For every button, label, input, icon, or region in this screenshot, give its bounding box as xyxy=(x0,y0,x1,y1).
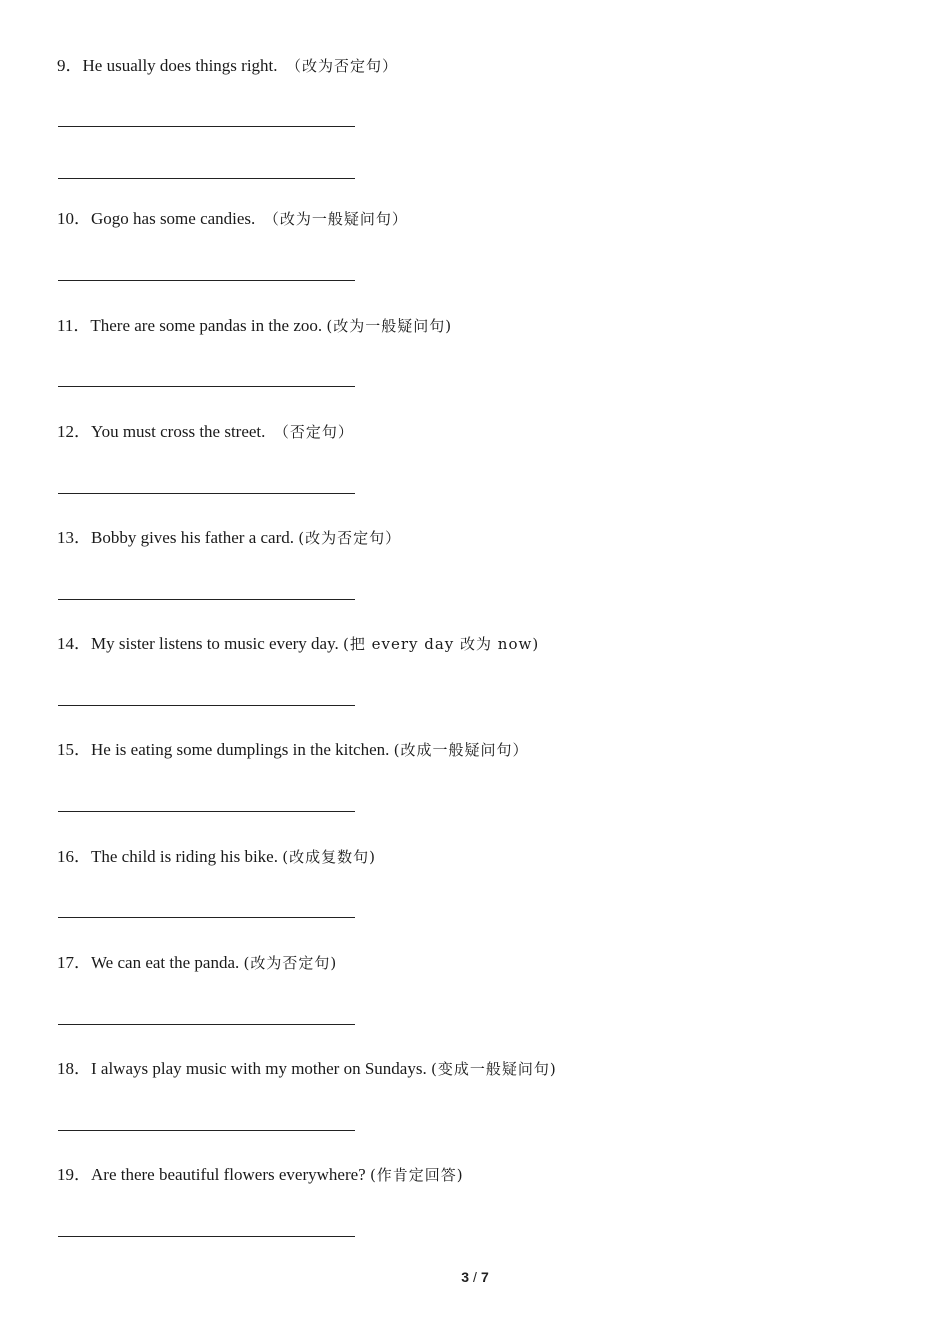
question-sentence: You must cross the street. xyxy=(91,422,266,441)
question-17 xyxy=(57,952,337,974)
question-10 xyxy=(57,208,408,230)
answer-line[interactable] xyxy=(58,493,355,494)
answer-line[interactable] xyxy=(58,1130,355,1131)
question-13 xyxy=(57,527,401,549)
answer-line[interactable] xyxy=(58,126,355,127)
question-number: 17． xyxy=(57,953,91,972)
question-number: 19． xyxy=(57,1165,91,1184)
question-number: 16． xyxy=(57,847,91,866)
question-instruction: (把 every day 改为 now) xyxy=(342,635,540,653)
question-number: 13． xyxy=(57,528,91,547)
question-instruction: (变成一般疑问句) xyxy=(430,1060,557,1078)
question-instruction: (改为一般疑问句) xyxy=(326,317,453,335)
answer-line[interactable] xyxy=(58,705,355,706)
question-sentence: There are some pandas in the zoo. xyxy=(90,316,323,335)
question-15 xyxy=(57,739,529,761)
question-sentence: The child is riding his bike. xyxy=(91,847,278,866)
answer-line[interactable] xyxy=(58,1024,355,1025)
question-sentence: Gogo has some candies. xyxy=(91,209,256,228)
question-number: 15． xyxy=(57,740,91,759)
question-number: 14． xyxy=(57,634,91,653)
question-instruction: (作肯定回答) xyxy=(369,1166,464,1184)
question-instruction: (改为否定句） xyxy=(298,529,402,547)
question-sentence: I always play music with my mother on Sundays. xyxy=(91,1059,427,1078)
question-16 xyxy=(57,846,376,868)
answer-line[interactable] xyxy=(58,386,355,387)
question-number: 11． xyxy=(57,316,91,335)
question-sentence: He usually does things right. xyxy=(82,56,278,75)
question-sentence: He is eating some dumplings in the kitchen. xyxy=(91,740,390,759)
question-number: 18． xyxy=(57,1059,91,1078)
question-12 xyxy=(57,421,354,443)
question-instruction: （否定句） xyxy=(273,423,354,441)
question-instruction: （改为否定句） xyxy=(286,57,399,75)
answer-line[interactable] xyxy=(58,599,355,600)
question-sentence: My sister listens to music every day. xyxy=(91,634,339,653)
question-sentence: Bobby gives his father a card. xyxy=(91,528,294,547)
question-number: 9． xyxy=(57,56,83,75)
answer-line[interactable] xyxy=(58,280,355,281)
answer-line[interactable] xyxy=(58,811,355,812)
answer-line[interactable] xyxy=(58,917,355,918)
answer-line[interactable] xyxy=(58,178,355,179)
question-number: 12． xyxy=(57,422,91,441)
question-sentence: We can eat the panda. xyxy=(91,953,240,972)
page-indicator xyxy=(0,1269,950,1285)
question-instruction: (改成复数句) xyxy=(282,848,376,866)
answer-line[interactable] xyxy=(58,1236,355,1237)
question-sentence: Are there beautiful flowers everywhere? xyxy=(91,1165,366,1184)
question-18 xyxy=(57,1058,557,1080)
question-number: 10． xyxy=(57,209,91,228)
question-instruction: （改为一般疑问句） xyxy=(263,210,408,228)
question-9 xyxy=(57,55,398,77)
question-14 xyxy=(57,633,539,655)
question-11 xyxy=(57,315,452,337)
question-instruction: (改为否定句) xyxy=(243,954,338,972)
question-19 xyxy=(57,1164,464,1186)
current-page-number: 3 xyxy=(461,1269,470,1285)
question-instruction: (改成一般疑问句） xyxy=(393,741,529,759)
page-separator: / xyxy=(473,1269,477,1285)
total-pages-number: 7 xyxy=(480,1269,489,1285)
